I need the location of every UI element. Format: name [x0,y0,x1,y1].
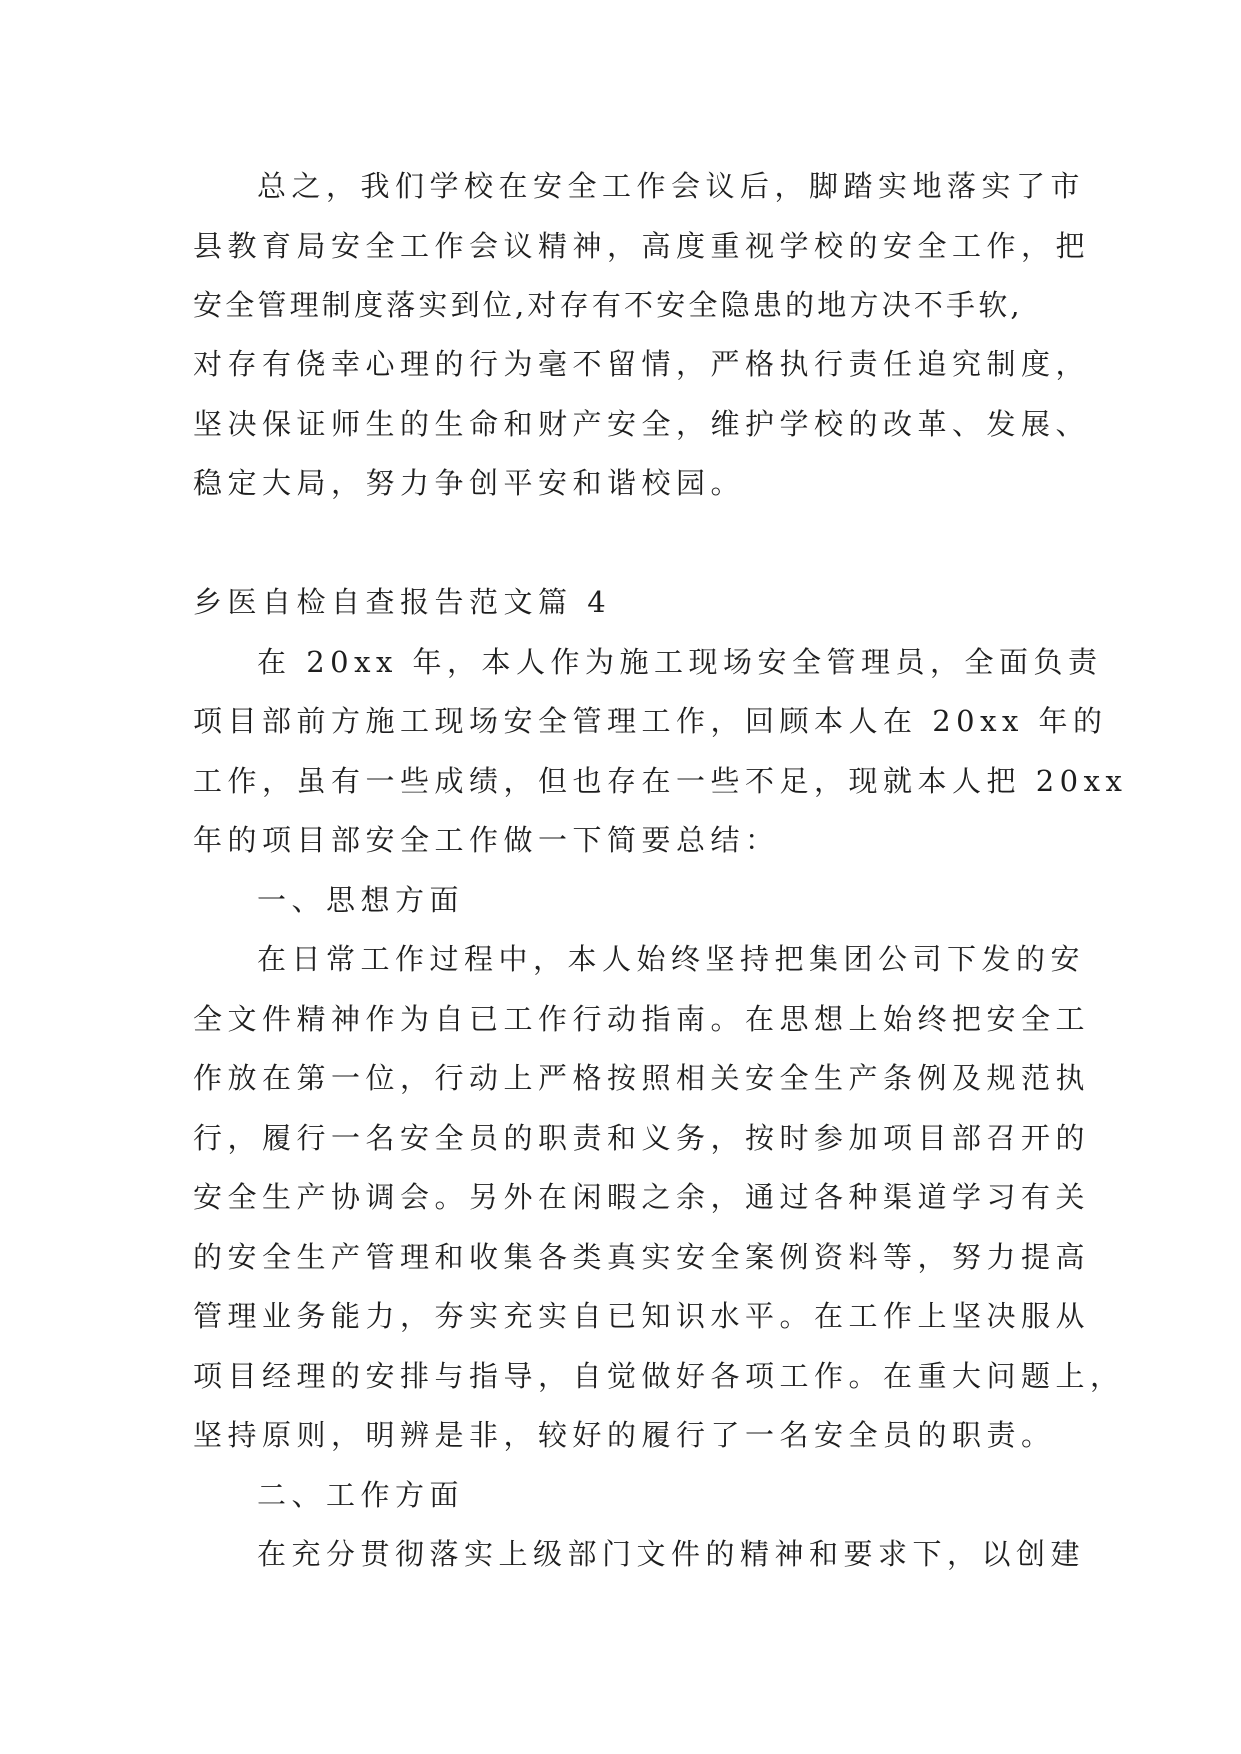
paragraph-line: 作放在第一位，行动上严格按照相关安全生产条例及规范执 [193,1061,1091,1095]
paragraph-line: 管理业务能力，夯实充实自已知识水平。在工作上坚决服从 [193,1299,1091,1333]
paragraph-line: 全文件精神作为自已工作行动指南。在思想上始终把安全工 [193,1002,1091,1036]
subsection-heading: 一、思想方面 [257,883,465,917]
paragraph-line: 坚决保证师生的生命和财产安全，维护学校的改革、发展、 [193,407,1091,441]
paragraph-line: 安全生产协调会。另外在闲暇之余，通过各种渠道学习有关 [193,1180,1091,1214]
paragraph-line: 工作，虽有一些成绩，但也存在一些不足，现就本人把 20xx [193,764,1128,798]
paragraph-line: 行，履行一名安全员的职责和义务，按时参加项目部召开的 [193,1121,1091,1155]
paragraph-line: 在充分贯彻落实上级部门文件的精神和要求下，以创建 [257,1537,1086,1571]
paragraph-line: 安全管理制度落实到位,对存有不安全隐患的地方决不手软, [193,288,1023,322]
paragraph-line: 在 20xx 年，本人作为施工现场安全管理员，全面负责 [257,645,1103,679]
subsection-heading: 二、工作方面 [257,1478,465,1512]
paragraph-line: 在日常工作过程中，本人始终坚持把集团公司下发的安 [257,942,1086,976]
section-heading: 乡医自检自查报告范文篇 4 [193,585,612,619]
paragraph-line: 项目经理的安排与指导，自觉做好各项工作。在重大问题上， [193,1359,1125,1393]
paragraph-line: 稳定大局，努力争创平安和谐校园。 [193,466,746,500]
paragraph-line: 的安全生产管理和收集各类真实安全案例资料等，努力提高 [193,1240,1091,1274]
paragraph-line: 县教育局安全工作会议精神，高度重视学校的安全工作，把 [193,229,1091,263]
paragraph-line: 对存有侥幸心理的行为毫不留情，严格执行责任追究制度， [193,347,1091,381]
paragraph-line: 项目部前方施工现场安全管理工作，回顾本人在 20xx 年的 [193,704,1108,738]
paragraph-line: 总之，我们学校在安全工作会议后，脚踏实地落实了市 [257,169,1086,203]
paragraph-line: 年的项目部安全工作做一下简要总结： [193,823,780,857]
paragraph-line: 坚持原则，明辨是非，较好的履行了一名安全员的职责。 [193,1418,1056,1452]
